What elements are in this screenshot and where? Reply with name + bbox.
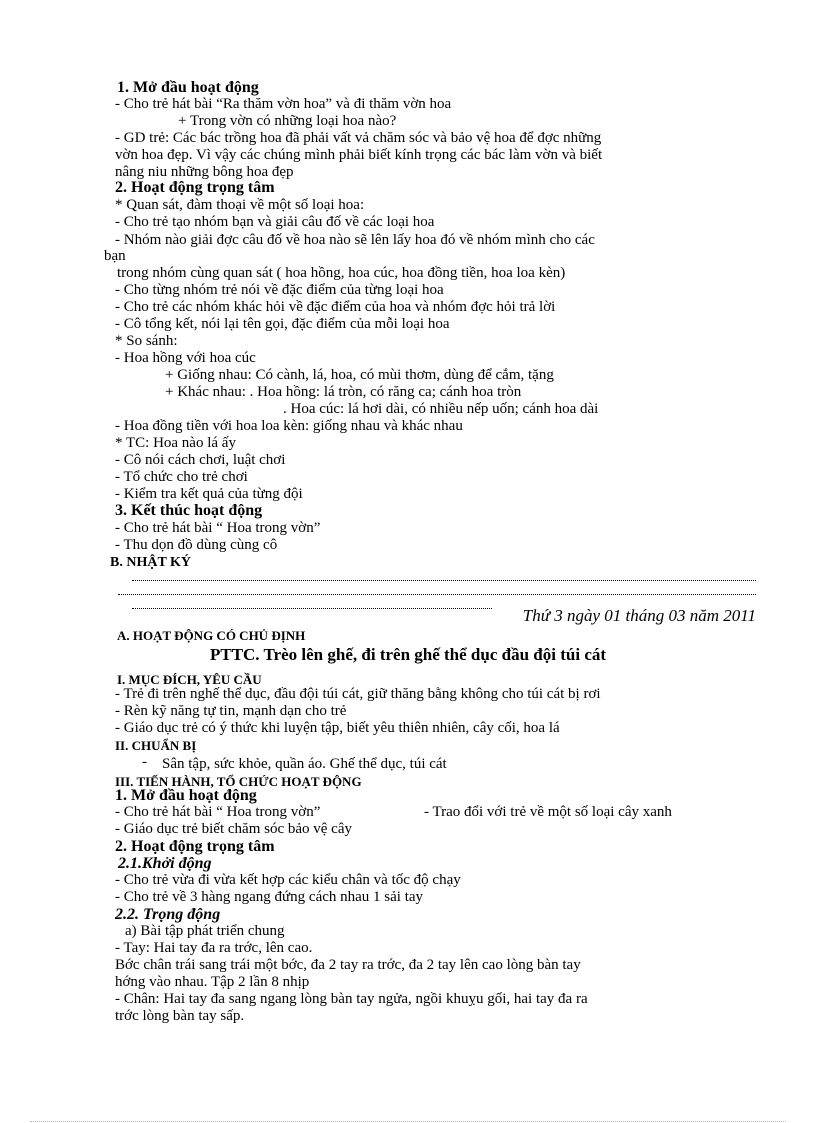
text-line: - Kiểm tra kết quả của từng đội (115, 486, 303, 502)
heading-trong-tam: 2. Hoạt động trọng tâm (115, 179, 275, 196)
heading-trong-dong: 2.2. Trọng động (115, 906, 221, 923)
diary-dotted-line (132, 608, 492, 609)
text-line: - Cô tổng kết, nói lại tên gọi, đặc điểm của mỗi loại hoa (115, 316, 450, 332)
heading-tien-hanh: III. TIẾN HÀNH, TỔ CHỨC HOẠT ĐỘNG (115, 774, 362, 789)
text-line: trớc lòng bàn tay sấp. (115, 1008, 245, 1024)
text-line: + Khác nhau: . Hoa hồng: lá tròn, có răng ca; cánh hoa tròn (165, 384, 522, 400)
heading-nhat-ky: B. NHẬT KÝ (110, 555, 192, 570)
text-line: bạn (104, 248, 126, 264)
heading-ket-thuc: 3. Kết thúc hoạt động (115, 502, 263, 519)
text-line: * So sánh: (115, 333, 178, 349)
text-line: - Cho trẻ các nhóm khác hỏi về đặc điểm của hoa và nhóm đợc hỏi trả lời (115, 299, 556, 315)
text-line: + Trong vờn có những loại hoa nào? (178, 113, 397, 129)
text-line: - Cô nói cách chơi, luật chơi (115, 452, 286, 468)
text-line: - GD trẻ: Các bác trồng hoa đã phải vất vả chăm sóc và bảo vệ hoa để đợc những (115, 130, 602, 146)
text-line: Bớc chân trái sang trái một bớc, đa 2 tay ra trớc, đa 2 tay lên cao lòng bàn tay (115, 957, 581, 973)
page-bottom-border (30, 1121, 786, 1122)
text-line: - Cho trẻ hát bài “ Hoa trong vờn” (115, 804, 321, 820)
heading-mo-dau-2: 1. Mở đầu hoạt động (115, 787, 257, 804)
text-line: - Giáo dục trẻ biết chăm sóc bảo vệ cây (115, 821, 352, 837)
heading-chuan-bi: II. CHUẨN BỊ (115, 738, 197, 753)
text-line: - Cho trẻ hát bài “ Hoa trong vờn” (115, 520, 321, 536)
bullet-dash: - (142, 754, 147, 770)
section-a-heading: A. HOẠT ĐỘNG CÓ CHỦ ĐỊNH (117, 628, 306, 643)
text-line: - Trẻ đi trên nghế thể dục, đầu đội túi cát, giữ thăng bằng không cho túi cát bị rơi (115, 686, 601, 702)
text-line: - Cho trẻ vừa đi vừa kết hợp các kiểu chân và tốc độ chạy (115, 872, 461, 888)
text-line: - Trao đổi với trẻ về một số loại cây xanh (424, 804, 672, 820)
diary-dotted-line (118, 594, 756, 595)
text-line: Sân tập, sức khỏe, quần áo. Ghế thể dục, túi cát (162, 756, 447, 772)
heading-muc-dich: I. MỤC ĐÍCH, YÊU CẦU (117, 672, 262, 687)
text-line: - Tổ chức cho trẻ chơi (115, 469, 248, 485)
text-line: + Giống nhau: Có cành, lá, hoa, có mùi thơm, dùng để cắm, tặng (165, 367, 554, 383)
text-line: * TC: Hoa nào lá ấy (115, 435, 236, 451)
diary-dotted-line (132, 580, 756, 581)
text-line: - Rèn kỹ năng tự tin, mạnh dạn cho trẻ (115, 703, 347, 719)
heading-mo-dau: 1. Mở đầu hoạt động (117, 79, 259, 96)
text-line: - Cho trẻ tạo nhóm bạn và giải câu đố về các loại hoa (115, 214, 435, 230)
text-line: - Giáo dục trẻ có ý thức khi luyện tập, biết yêu thiên nhiên, cây cối, hoa lá (115, 720, 560, 736)
text-line: - Chân: Hai tay đa sang ngang lòng bàn tay ngửa, ngồi khuỵu gối, hai tay đa ra (115, 991, 588, 1007)
text-line: vờn hoa đẹp. Vì vậy các chúng mình phải biết kính trọng các bác làm vờn và biết (115, 147, 603, 163)
text-line: * Quan sát, đàm thoại về một số loại hoa: (115, 197, 365, 213)
text-line: a) Bài tập phát triển chung (125, 923, 285, 939)
text-line: . Hoa cúc: lá hơi dài, có nhiều nếp uốn; cánh hoa dài (283, 401, 599, 417)
text-line: - Hoa đồng tiền với hoa loa kèn: giống nhau và khác nhau (115, 418, 463, 434)
heading-trong-tam-2: 2. Hoạt động trọng tâm (115, 838, 275, 855)
text-line: - Thu dọn đồ dùng cùng cô (115, 537, 278, 553)
date-line: Thứ 3 ngày 01 tháng 03 năm 2011 (522, 606, 756, 625)
lesson-title: PTTC. Trèo lên ghế, đi trên ghế thể dục đầu đội túi cát (209, 645, 607, 664)
text-line: - Hoa hồng với hoa cúc (115, 350, 256, 366)
text-line: - Cho trẻ hát bài “Ra thăm vờn hoa” và đi thăm vờn hoa (115, 96, 452, 112)
text-line: - Nhóm nào giải đợc câu đố về hoa nào sẽ lên lấy hoa đó về nhóm mình cho các (115, 232, 595, 248)
text-line: trong nhóm cùng quan sát ( hoa hồng, hoa cúc, hoa đồng tiền, hoa loa kèn) (117, 265, 566, 281)
text-line: - Tay: Hai tay đa ra trớc, lên cao. (115, 940, 313, 956)
text-line: - Cho từng nhóm trẻ nói về đặc điểm của từng loại hoa (115, 282, 444, 298)
text-line: - Cho trẻ về 3 hàng ngang đứng cách nhau 1 sải tay (115, 889, 424, 905)
heading-khoi-dong: 2.1.Khởi động (118, 855, 212, 872)
text-line: hớng vào nhau. Tập 2 lần 8 nhịp (115, 974, 310, 990)
text-line: nâng niu những bông hoa đẹp (115, 164, 294, 180)
